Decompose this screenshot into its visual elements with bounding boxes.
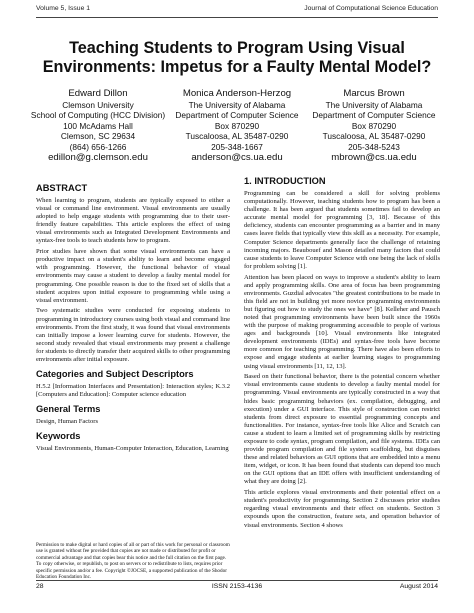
issue-date: August 2014 [399, 583, 438, 590]
author-name: Marcus Brown [343, 88, 405, 99]
abstract-heading: ABSTRACT [36, 183, 88, 193]
author-address: 100 McAdams Hall [63, 120, 133, 131]
author-city: Tuscaloosa, AL 35487-0290 [322, 131, 426, 142]
author-3 [304, 88, 444, 164]
author-city: Tuscaloosa, AL 35487-0290 [185, 131, 289, 142]
volume-issue: Volume 5, Issue 1 [36, 5, 91, 12]
author-1 [28, 88, 168, 164]
title-line-1: Teaching Students to Program Using Visual [69, 39, 405, 57]
right-column [244, 176, 440, 532]
author-affiliation: The University of Alabama [325, 100, 423, 110]
author-name: Edward Dillon [68, 88, 128, 99]
categories-text: H.5.2 [Information Interfaces and Presentation]: Interaction styles; K.3.2 [Computers and Education]: Computer science education [36, 383, 230, 399]
journal-name: Journal of Computational Science Education [304, 5, 438, 12]
author-phone: 205-348-1667 [211, 141, 263, 152]
author-department: School of Computing (HCC Division) [30, 110, 166, 121]
page-number: 28 [36, 583, 44, 590]
intro-paragraph-3: Based on their functional behavior, there is the potential concern whether visual environments cause students to develop a faulty mental model for programming. Visual environments are typically constructed in a way that hides basic programming behaviors (ex. compilation, debugging, and execution) under a GUI interface. This style of construction can restrict students from direct exposure to essential programming concepts and functionalities. For instance, syntax-free tools like Alice and Scratch can cause a student to learn a limited set of programming skills by restricting exposure to code syntax, program compilation, and file systems. IDEs can provide program compilation and file system scaffolding, but disguises these and related behaviors as GUI options that are embedded into a menu item, widget, or icon. It has been found that students can depend too much on the GUI options that an IDE offers with insufficient understanding of what they are doing [2]. [244, 373, 440, 486]
author-email: mbrown@cs.ua.edu [331, 152, 417, 164]
categories-heading: Categories and Subject Descriptors [36, 369, 194, 380]
intro-paragraph-2: Attention has been placed on ways to improve a student's ability to learn and apply programming skills. One area of focus has been programming environments. Guzdial advocates "the greatest contributions to be made in this field are not in building yet more novice programming environments but figuring out how to study the ones we have" [8]. Kelleher and Pausch noted that programming environments have been built since the 1960s with the purpose of making programming accessible to people of various ages and backgrounds [10]. Visual environments like integrated development environments (IDEs) and syntax-free tools have become more common for teaching programming. There have also been efforts to expose and engage students at earlier learning stages to programming using visual environments [11, 12, 13]. [244, 273, 440, 370]
author-2 [167, 88, 307, 164]
abstract-paragraph-1: When learning to program, students are typically exposed to either a visual or command line environment. Visual environments are usually adopted to help engage students with programming due to their user-friendly feature capabilities. This article explores the effect of using visual environments such as Integrated Development Environments and syntax-free tools to teach students how to program. [36, 197, 230, 245]
author-affiliation: Clemson University [62, 100, 134, 110]
author-block [30, 88, 438, 183]
abstract-paragraph-2: Prior studies have shown that some visual environments can have a productive impact on a student's ability to learn and become engaged with programming. However, the functional behavior of visual environments may cause a student to develop a faulty mental model for programming. One possible reason is due to the fixed set of skills that a student acquires upon initial exposure to programming while using a visual environment. [36, 248, 230, 304]
author-affiliation: The University of Alabama [188, 100, 286, 110]
author-name: Monica Anderson-Herzog [182, 88, 292, 99]
author-phone: (864) 656-1266 [69, 141, 127, 152]
title-line-2: Environments: Impetus for a Faulty Mental Model? [42, 58, 432, 76]
general-terms-text: Design, Human Factors [36, 418, 99, 426]
footer-rule [36, 580, 438, 581]
general-terms-heading: General Terms [36, 404, 101, 415]
keywords-heading: Keywords [36, 431, 81, 442]
page-footer [36, 583, 438, 595]
author-city: Clemson, SC 29634 [60, 131, 136, 142]
author-department: Department of Computer Science [175, 110, 299, 121]
paper-title [36, 39, 438, 77]
keywords-text: Visual Environments, Human-Computer Interaction, Education, Learning [36, 445, 229, 453]
author-address: Box 870290 [351, 120, 397, 131]
left-column [36, 183, 230, 456]
author-address: Box 870290 [214, 120, 260, 131]
author-department: Department of Computer Science [312, 110, 436, 121]
permission-notice: Permission to make digital or hard copies of all or part of this work for personal or classroom use is granted without fee provided that copies are not made or distributed for profit or commercial advantage and that copies bear this notice and the full citation on the first page. To copy otherwise, or republish, to post on servers or to redistribute to lists, requires prior specific permission and/or a fee. Copyright ©JOCSE, a supported publication of the Shodor Education Foundation Inc. [36, 542, 230, 581]
author-email: anderson@cs.ua.edu [191, 152, 283, 164]
intro-paragraph-1: Programming can be considered a skill for solving problems computationally. However, teaching students how to program has been a challenge. It has been argued that students sometimes fail to develop an accurate mental model for programming [3, 18]. Because of this deficiency, students can encounter programming as a barrier and in many cases leave fields that typically view this skill as a necessity. For example, Computer Science departments generally face the challenge of retaining incoming majors. Beaubouef and Mason detailed many factors that could cause students to leave Computer Science with one being the lack of skills for problem solving [1]. [244, 190, 440, 270]
issn: ISSN 2153-4136 [211, 583, 263, 590]
author-email: edillon@g.clemson.edu [48, 152, 148, 164]
header-rule [36, 17, 438, 18]
intro-paragraph-4: This article explores visual environments and their potential effect on a student's productivity for programming. Section 2 discusses prior studies regarding visual environments and their effect on students. Section 3 expounds upon the construction, feature sets, and operation behavior of visual environments. Section 4 shows [244, 489, 440, 529]
abstract-paragraph-3: Two systematic studies were conducted for exposing students to programming in introductory courses using both visual and command line environments. From the first study, it was found that visual environments can initially impose a lower learning curve for students. However, the second study revealed that visual environments may present a challenge for students to directly transfer their acquired skills to other programming environments after initial exposure. [36, 307, 231, 363]
author-phone: 205-348-5243 [348, 141, 400, 152]
introduction-heading: 1. INTRODUCTION [244, 176, 326, 186]
